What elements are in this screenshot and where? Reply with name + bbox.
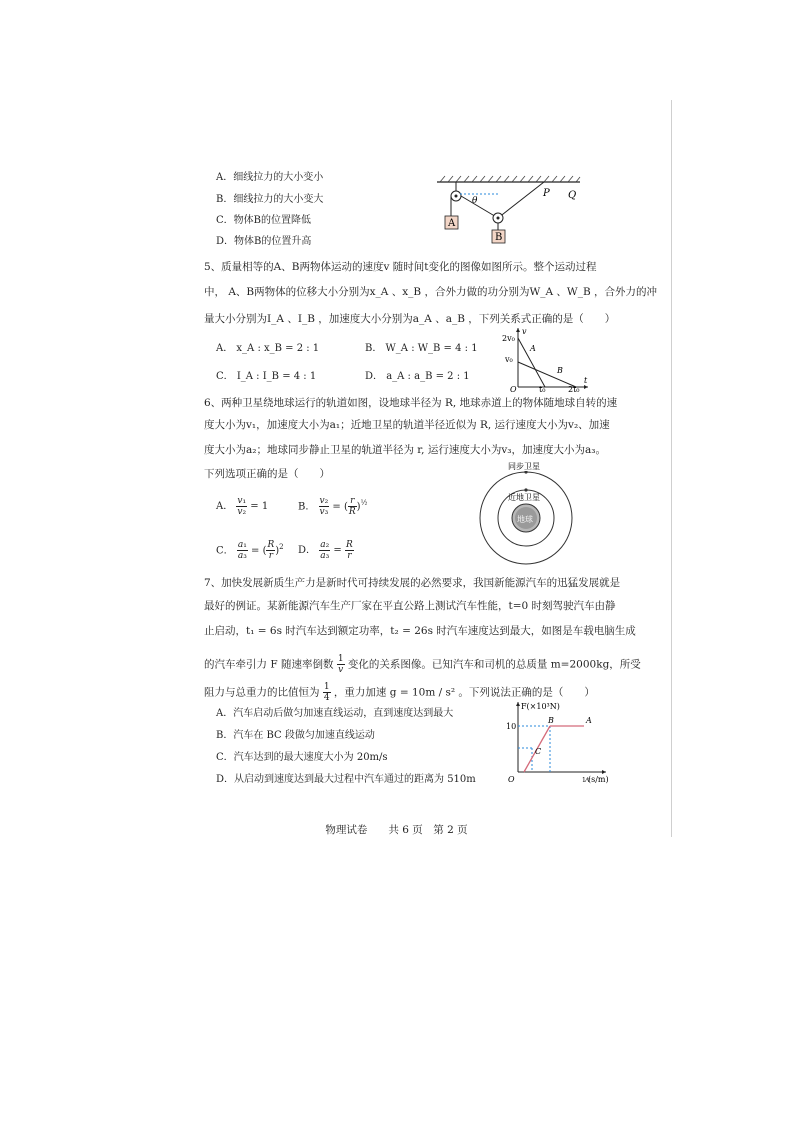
q7-option-a[interactable]: A．汽车启动后做匀加速直线运动，直到速度达到最大 [216, 708, 454, 719]
q7-line-4: 的汽车牵引力 F 随速率倒数 $\frac{1}{v}$ 变化的关系图像。已知汽车和司机的总质量 m=2000kg，所受 [204, 654, 641, 675]
q7-point-a: A [586, 716, 592, 725]
q4-option-a[interactable]: A．细线拉力的大小变小 [216, 172, 324, 183]
q5-line-1: 5、质量相等的A、B两物体运动的速度v 随时间t变化的图像如图所示。整个运动过程 [204, 261, 597, 273]
q5-tick-v0: v₀ [505, 355, 513, 364]
q7-option-c[interactable]: C．汽车达到的最大速度大小为 20m/s [216, 752, 388, 763]
q6-label-near-satellite: 近地卫星 [508, 493, 540, 502]
q4-option-d[interactable]: D．物体B的位置升高 [216, 236, 312, 247]
q6-line-4: 下列选项正确的是（ ） [204, 468, 330, 480]
q6-line-1: 6、两种卫星绕地球运行的轨道如图，设地球半径为 R, 地球赤道上的物体随地球自转的速 [204, 397, 618, 409]
q5-line-label-b: B [557, 366, 563, 375]
q5-option-c[interactable]: C． I_A : I_B = 4 : 1 [216, 371, 317, 382]
q6-option-a[interactable]: A． $\frac{\text{v₁}}{\text{v₂}}$ = 1 [216, 496, 269, 517]
q5-option-a[interactable]: A． x_A : x_B = 2 : 1 [216, 343, 320, 354]
q5-line-2: 中， A、B两物体的位移大小分别为x_A 、x_B ，合外力做的功分别为W_A 、W_B ，合外力的冲 [204, 286, 658, 298]
q4-option-c[interactable]: C．物体B的位置降低 [216, 215, 311, 226]
page-footer: 物理试卷 共 6 页 第 2 页 [325, 824, 468, 836]
q4-option-b[interactable]: B．细线拉力的大小变大 [216, 194, 324, 205]
q5-tick-t0: t₀ [539, 385, 546, 393]
q6-label-earth: 地球 [517, 515, 533, 524]
q4-label-b: B [495, 232, 503, 243]
q5-tick-2v0: 2v₀ [502, 334, 515, 343]
q7-x-axis-label: (s/m) [588, 775, 609, 784]
q5-line-3: 量大小分别为I_A 、I_B ，加速度大小分别为a_A 、a_B ，下列关系式正确的是（ ） [204, 313, 616, 325]
q7-line-2: 最好的例证。某新能源汽车生产厂家在平直公路上测试汽车性能，t=0 时刻驾驶汽车由静 [204, 600, 616, 612]
q7-point-c: C [535, 747, 542, 756]
q6-orbit-figure [478, 460, 574, 568]
q4-label-q: Q [568, 190, 577, 201]
q7-y-axis-label: F(×10³N) [521, 702, 560, 711]
q6-line-3: 度大小为a₂；地球同步静止卫星的轨道半径为 r, 运行速度大小为v₃，加速度大小为a₃。 [204, 444, 606, 456]
q6-option-d[interactable]: D． $\frac{\text{a₂}}{\text{a₃}}$ = $\frac{R}{r}$ [298, 540, 353, 561]
q7-force-graph [502, 698, 614, 786]
q7-point-b: B [548, 716, 554, 725]
q7-x-axis-frac: 1⁄v [582, 777, 591, 784]
q5-line-label-a: A [530, 344, 536, 353]
q5-tick-origin: O [510, 385, 517, 393]
q7-line-1: 7、加快发展新质生产力是新时代可持续发展的必然要求，我国新能源汽车的迅猛发展就是 [204, 577, 621, 589]
q5-x-axis-label: t [584, 376, 588, 385]
q6-line-2: 度大小为v₁，加速度大小为a₁；近地卫星的轨道半径近似为 R, 运行速度大小为v₂、加速 [204, 419, 610, 431]
q4-label-p: P [543, 188, 550, 199]
q7-option-b[interactable]: B．汽车在 BC 段做匀加速直线运动 [216, 730, 375, 741]
q5-tick-2t0: 2t₀ [568, 385, 580, 393]
q5-vt-graph [500, 325, 592, 393]
q4-label-theta: θ [472, 196, 478, 206]
q4-pulley-figure [434, 172, 584, 248]
q6-option-b[interactable]: B． $\frac{\text{v₂}}{\text{v₃}}$ = ( $\frac{r}{R}$ )$^{\frac{1}{2}}$ [298, 496, 368, 518]
q7-tick-10: 10 [506, 722, 517, 731]
q5-option-d[interactable]: D． a_A : a_B = 2 : 1 [365, 371, 470, 382]
q5-option-b[interactable]: B． W_A : W_B = 4 : 1 [365, 343, 478, 354]
q4-label-a: A [448, 218, 456, 229]
q6-label-sync-satellite: 同步卫星 [508, 462, 540, 471]
q7-origin-label: O [508, 775, 515, 784]
q6-option-c[interactable]: C． $\frac{\text{a₁}}{\text{a₃}}$ = ( $\frac{R}{r}$ )$^2$ [216, 540, 284, 562]
q7-line-3: 止启动，t₁ = 6s 时汽车达到额定功率，t₂ = 26s 时汽车速度达到最大，如图是车载电脑生成 [204, 625, 636, 637]
q7-line-5: 阻力与总重力的比值恒为 $\frac{1}{4}$ ，重力加速 g = 10m / s² 。下列说法正确的是（ ） [204, 682, 595, 703]
q7-option-d[interactable]: D．从启动到速度达到最大过程中汽车通过的距离为 510m [216, 774, 476, 785]
page-edge-line [671, 100, 672, 837]
q5-y-axis-label: v [522, 327, 527, 336]
